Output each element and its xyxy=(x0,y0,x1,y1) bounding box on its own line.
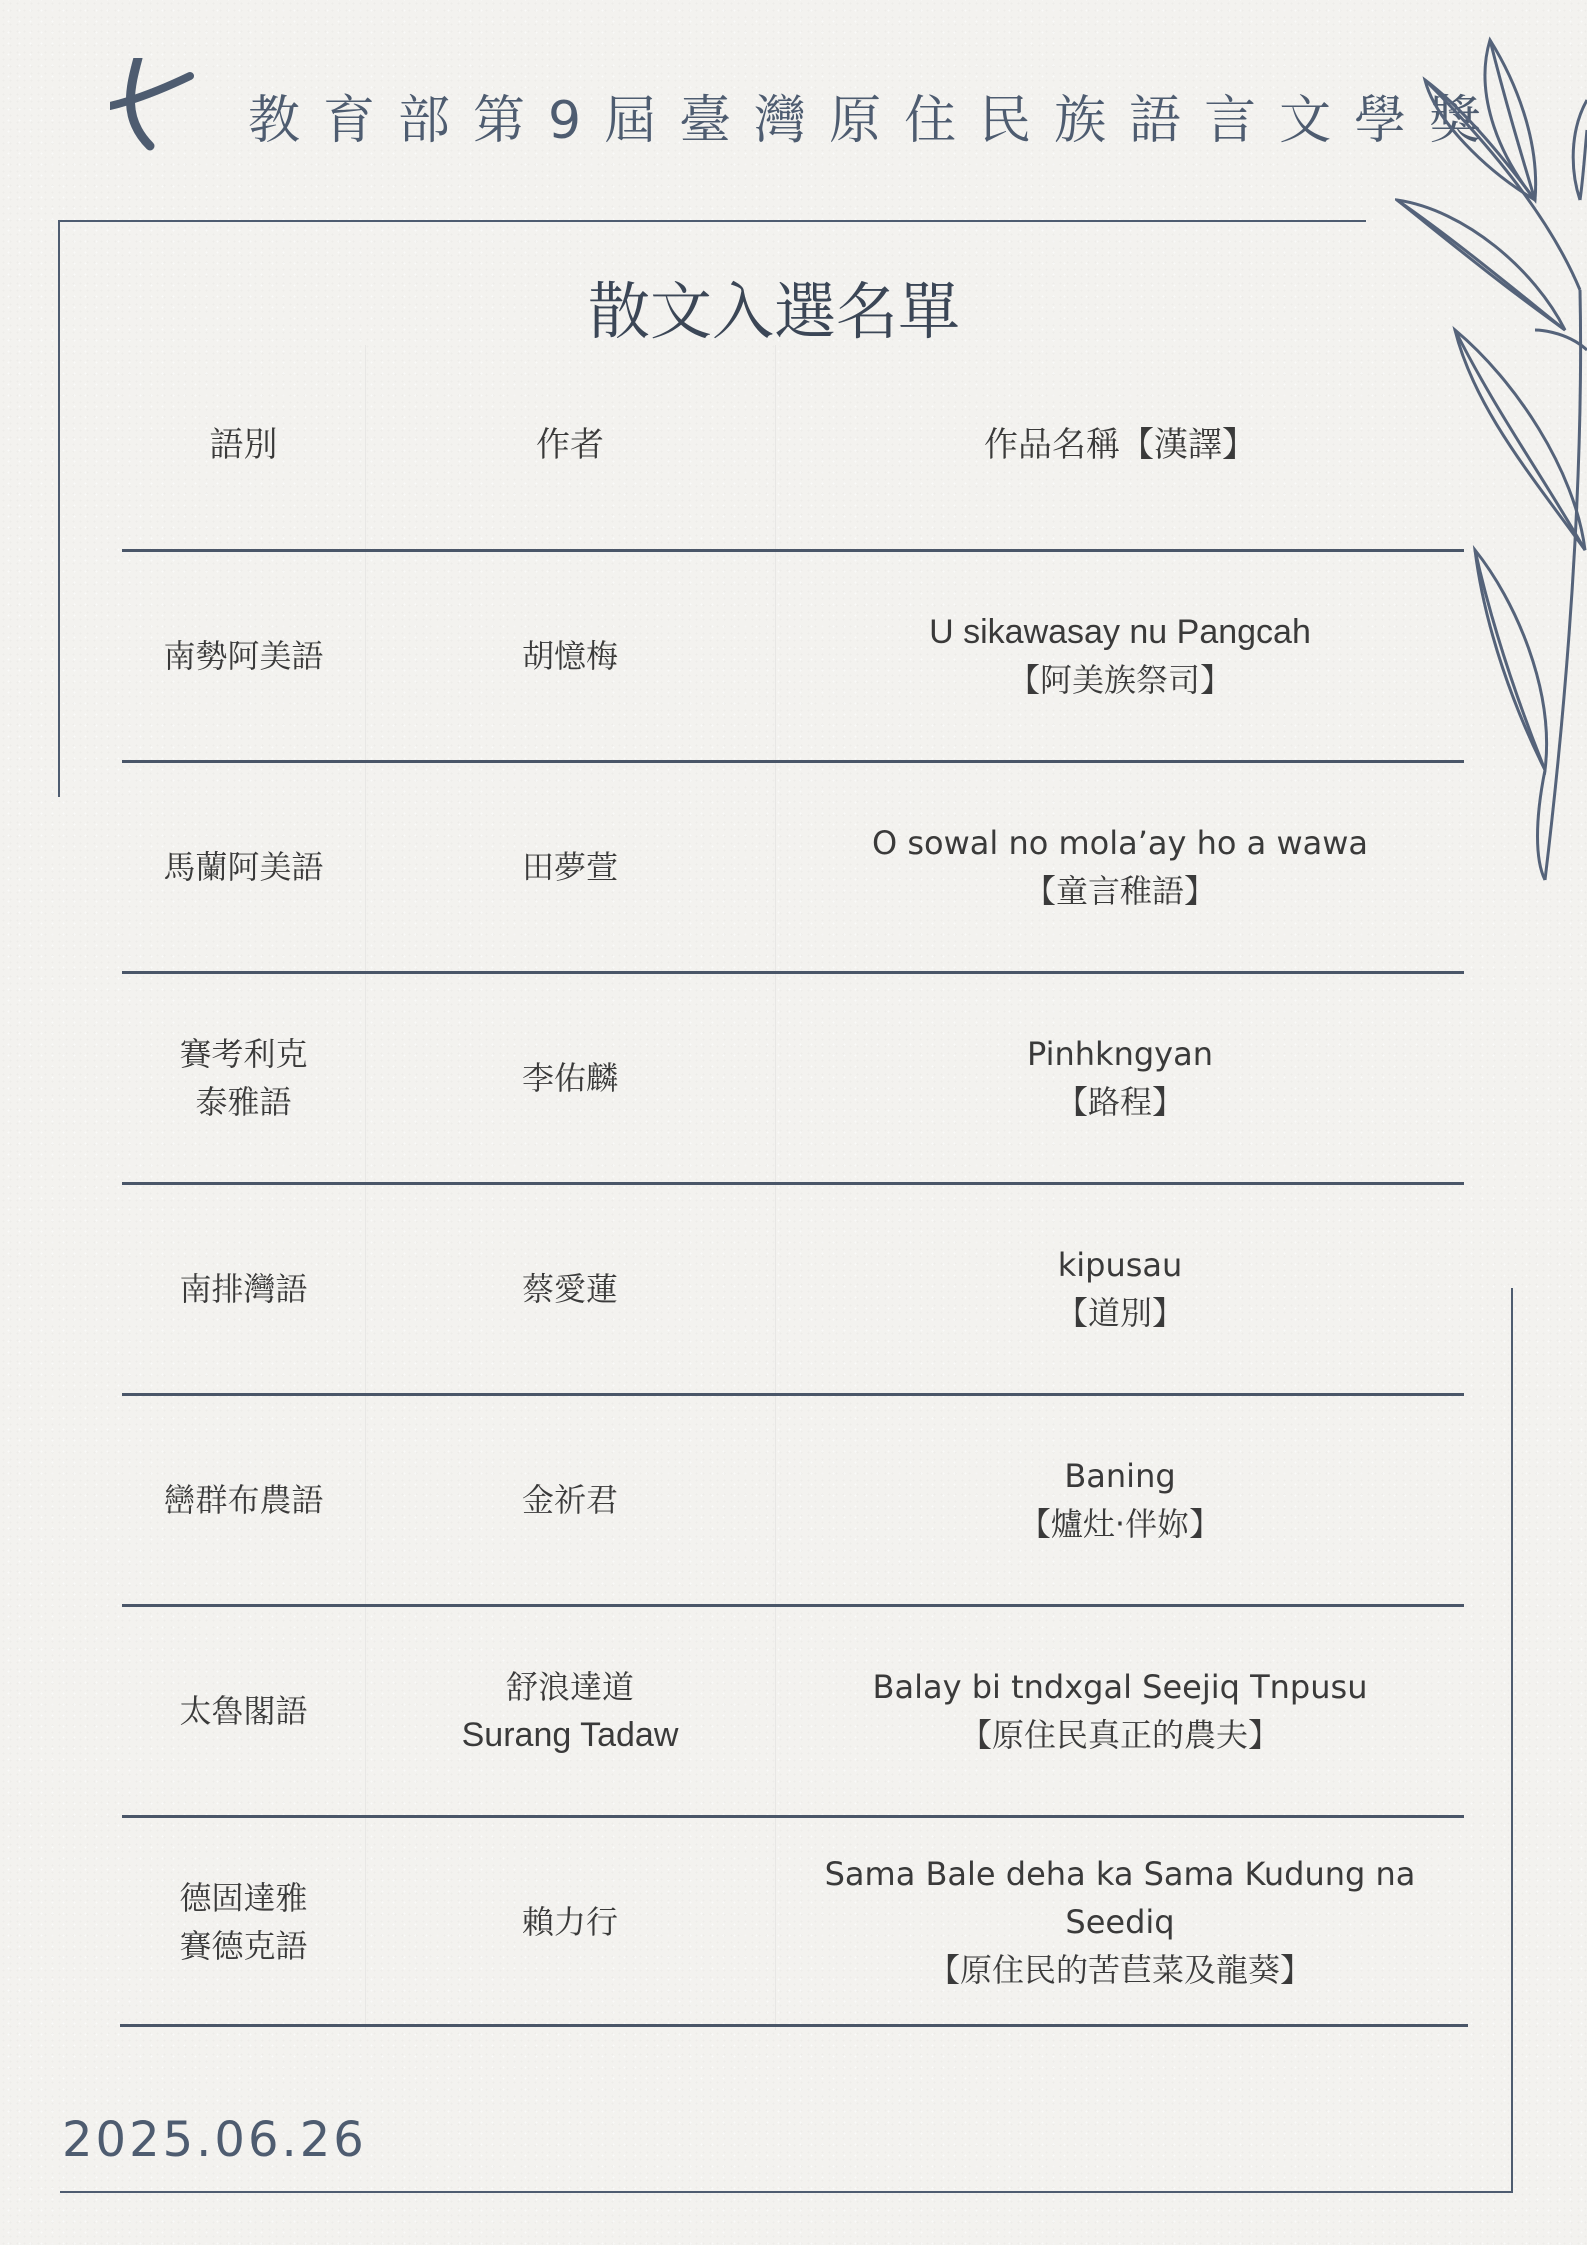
work-title-cell xyxy=(800,763,1440,971)
frame-line-right xyxy=(1511,1288,1513,2193)
work-title-line: Sama Bale deha ka Sama Kudung na xyxy=(824,1855,1416,1893)
column-divider xyxy=(775,345,776,2030)
work-title-line: 【阿美族祭司】 xyxy=(1007,661,1232,699)
author-line: 金祈君 xyxy=(521,1481,618,1519)
work-title-cell xyxy=(800,974,1440,1182)
language-line: 南勢阿美語 xyxy=(163,637,324,675)
author-line: 蔡愛蓮 xyxy=(521,1270,618,1308)
work-title-cell xyxy=(800,1607,1440,1815)
language-cell xyxy=(122,1607,365,1815)
work-title-cell xyxy=(800,1396,1440,1604)
work-title-line: 【童言稚語】 xyxy=(1023,872,1216,910)
language-line: 德固達雅 xyxy=(179,1879,308,1917)
column-header-language: 語別 xyxy=(209,425,278,465)
frame-line-top xyxy=(58,220,1366,222)
language-line: 太魯閣語 xyxy=(179,1692,308,1730)
language-cell xyxy=(122,1818,365,2026)
table-bottom-line xyxy=(120,2024,1468,2027)
author-cell xyxy=(365,763,775,971)
author-line: 田夢萱 xyxy=(521,848,618,886)
language-cell xyxy=(122,974,365,1182)
work-title-line: Seediq xyxy=(1065,1903,1175,1941)
work-title-line: U sikawasay nu Pangcah xyxy=(929,613,1311,651)
work-title-line: O sowal no mola’ay ho a wawa xyxy=(872,824,1368,862)
list-title: 散文入選名單 xyxy=(587,275,960,348)
author-line: Surang Tadaw xyxy=(461,1716,679,1754)
author-cell xyxy=(365,1607,775,1815)
language-line: 賽考利克 xyxy=(179,1035,308,1073)
work-title-cell xyxy=(800,1185,1440,1393)
author-line: 賴力行 xyxy=(521,1903,618,1941)
author-cell xyxy=(365,1818,775,2026)
language-line: 馬蘭阿美語 xyxy=(163,848,324,886)
work-title-line: 【道別】 xyxy=(1055,1294,1184,1332)
work-title-cell xyxy=(800,1818,1440,2026)
work-title-line: 【路程】 xyxy=(1055,1083,1184,1121)
brand-logo-icon xyxy=(110,58,200,158)
author-cell xyxy=(365,974,775,1182)
author-line: 胡憶梅 xyxy=(521,637,618,675)
language-cell xyxy=(122,763,365,971)
work-title-line: Pinhkngyan xyxy=(1027,1035,1213,1073)
frame-line-bottom xyxy=(60,2191,1513,2193)
language-cell xyxy=(122,1396,365,1604)
language-line: 賽德克語 xyxy=(179,1927,308,1965)
date-stamp: 2025.06.26 xyxy=(62,2112,367,2168)
author-cell xyxy=(365,1185,775,1393)
work-title-line: 【原住民的苦苣菜及龍葵】 xyxy=(927,1951,1312,1989)
author-cell xyxy=(365,1396,775,1604)
work-title-line: Baning xyxy=(1064,1457,1176,1495)
work-title-line: 【爐灶‧伴妳】 xyxy=(1018,1505,1222,1543)
header-title: 教育部第9屆臺灣原住民族語言文學獎 xyxy=(248,91,1505,151)
work-title-cell xyxy=(800,552,1440,760)
work-title-line: kipusau xyxy=(1057,1246,1183,1284)
author-cell xyxy=(365,552,775,760)
author-line: 舒浪達道 xyxy=(505,1668,634,1706)
column-header-author: 作者 xyxy=(536,425,604,465)
work-title-line: Balay bi tndxgal Seejiq Tnpusu xyxy=(872,1668,1368,1706)
work-title-line: 【原住民真正的農夫】 xyxy=(959,1716,1280,1754)
language-cell xyxy=(122,1185,365,1393)
author-line: 李佑麟 xyxy=(521,1059,618,1097)
language-cell xyxy=(122,552,365,760)
language-line: 巒群布農語 xyxy=(163,1481,324,1519)
language-line: 南排灣語 xyxy=(179,1270,308,1308)
column-header-work: 作品名稱【漢譯】 xyxy=(984,425,1256,465)
language-line: 泰雅語 xyxy=(195,1083,292,1121)
